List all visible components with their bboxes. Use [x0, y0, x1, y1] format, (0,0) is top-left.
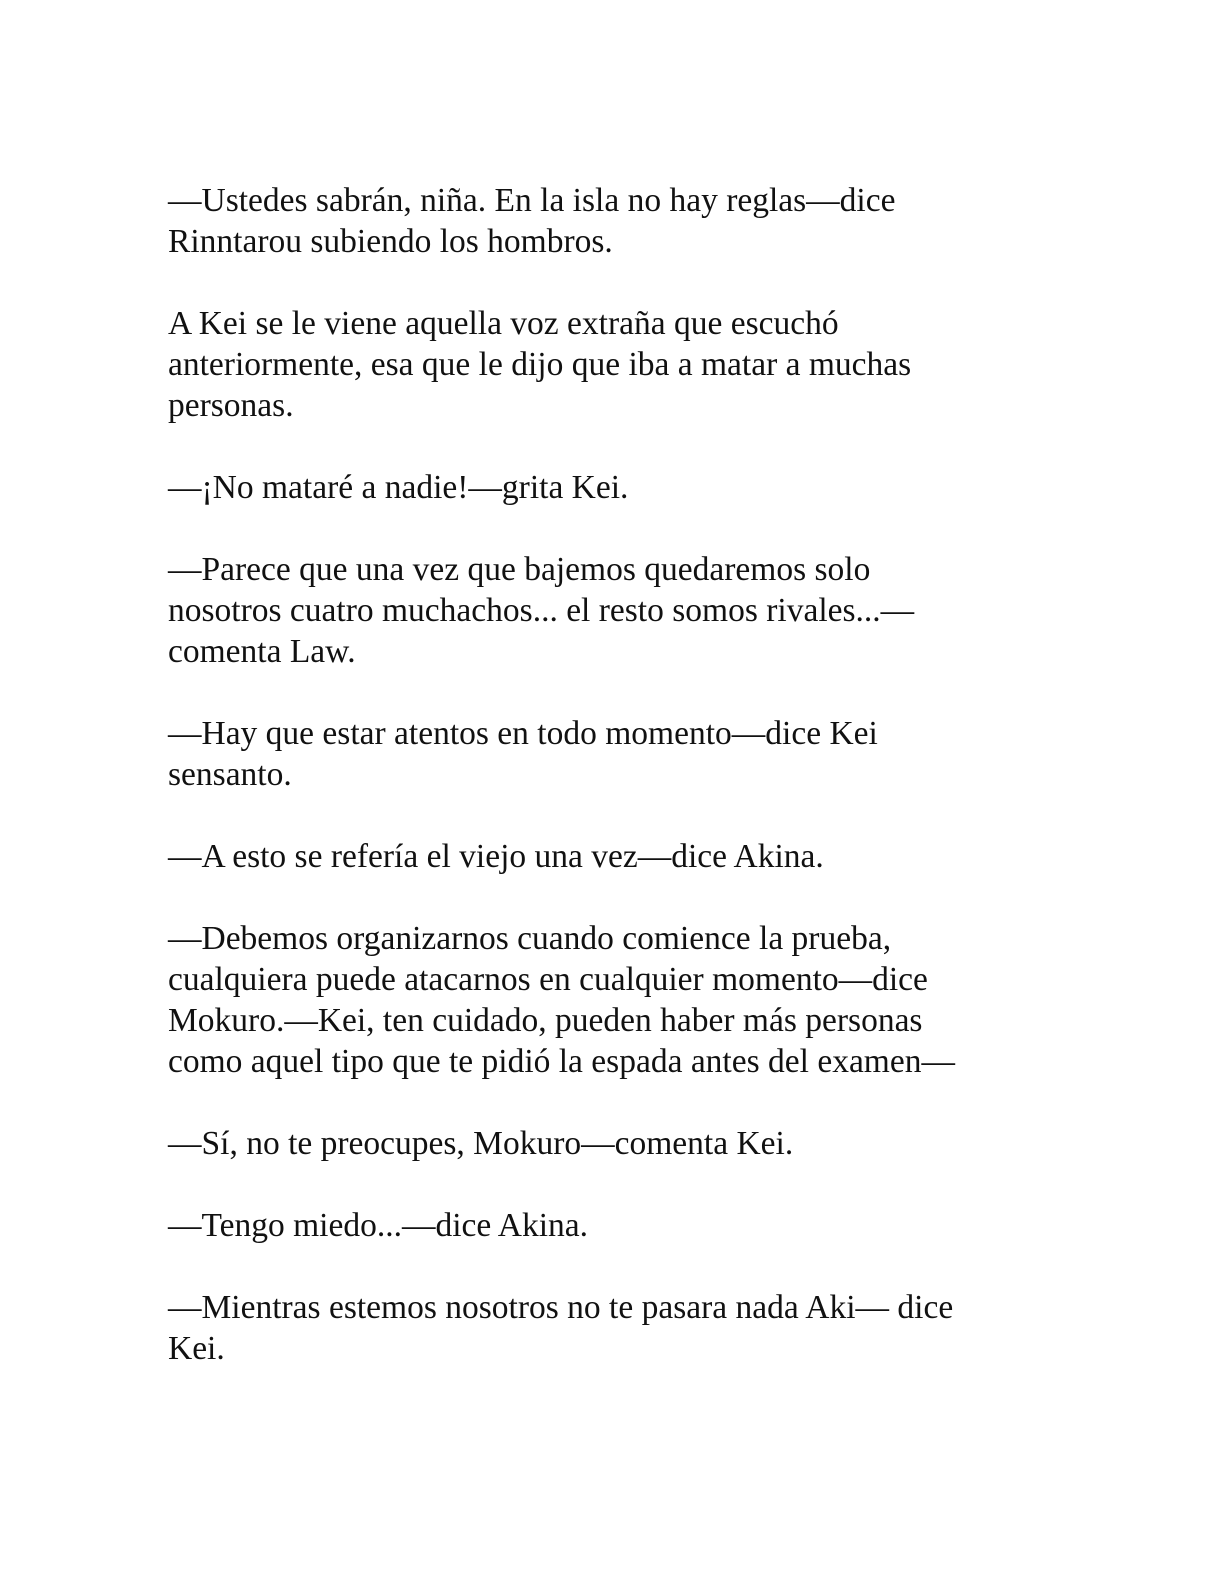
paragraph-10: [168, 1287, 1028, 1369]
story-text: [168, 180, 1028, 1410]
paragraph-4: [168, 549, 1028, 672]
paragraph-3: [168, 467, 1028, 508]
paragraph-9: [168, 1205, 1028, 1246]
text-line: —Ustedes sabrán, niña. En la isla no hay reglas—dice: [168, 182, 896, 219]
text-line: —¡No mataré a nadie!—grita Kei.: [168, 469, 629, 506]
text-line: Mokuro.—Kei, ten cuidado, pueden haber más personas: [168, 1002, 923, 1039]
text-line: comenta Law.: [168, 633, 356, 670]
text-line: como aquel tipo que te pidió la espada antes del examen—: [168, 1043, 955, 1080]
paragraph-6: [168, 836, 1028, 877]
text-line: —Sí, no te preocupes, Mokuro—comenta Kei.: [168, 1125, 794, 1162]
text-line: —Mientras estemos nosotros no te pasara nada Aki— dice: [168, 1289, 954, 1326]
text-line: Kei.: [168, 1330, 225, 1367]
paragraph-7: [168, 918, 1028, 1082]
text-line: A Kei se le viene aquella voz extraña que escuchó: [168, 305, 839, 342]
paragraph-1: [168, 180, 1028, 262]
text-line: cualquiera puede atacarnos en cualquier momento—dice: [168, 961, 928, 998]
text-line: —Tengo miedo...—dice Akina.: [168, 1207, 589, 1244]
text-line: —Parece que una vez que bajemos quedaremos solo: [168, 551, 871, 588]
text-line: nosotros cuatro muchachos... el resto somos rivales...—: [168, 592, 915, 629]
paragraph-8: [168, 1123, 1028, 1164]
text-line: anteriormente, esa que le dijo que iba a matar a muchas: [168, 346, 912, 383]
text-line: Rinntarou subiendo los hombros.: [168, 223, 613, 260]
paragraph-2: [168, 303, 1028, 426]
paragraph-5: [168, 713, 1028, 795]
text-line: sensanto.: [168, 756, 292, 793]
text-line: —A esto se refería el viejo una vez—dice Akina.: [168, 838, 824, 875]
text-line: personas.: [168, 387, 294, 424]
text-line: —Hay que estar atentos en todo momento—dice Kei: [168, 715, 878, 752]
text-line: —Debemos organizarnos cuando comience la prueba,: [168, 920, 892, 957]
